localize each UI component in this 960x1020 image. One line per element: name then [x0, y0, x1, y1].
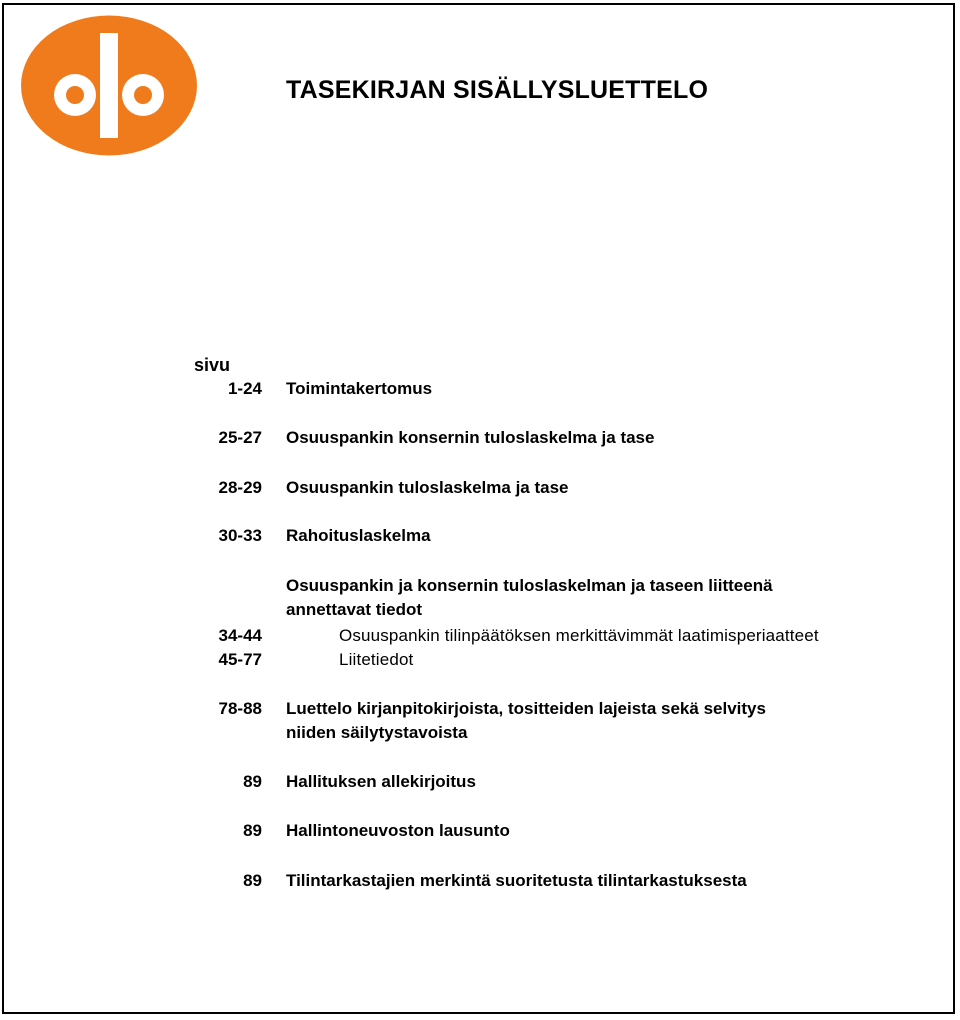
toc-entry-title: Hallituksen allekirjoitus [286, 772, 476, 791]
toc-entry-title: Luettelo kirjanpitokirjoista, tositteiden lajeista sekä selvitys [286, 699, 766, 718]
toc-page-number: 89 [243, 772, 262, 791]
toc-page-number: 1-24 [227, 379, 262, 398]
toc-entry-title: Osuuspankin konsernin tuloslaskelma ja tase [286, 428, 655, 447]
toc-page-number: 28-29 [218, 478, 262, 497]
toc-entry-title: Hallintoneuvoston lausunto [286, 821, 510, 840]
toc-page-number: 25-27 [218, 428, 262, 447]
toc-entry-title: Osuuspankin tuloslaskelma ja tase [286, 478, 569, 497]
toc-page-number: 34-44 [218, 626, 262, 645]
toc-page-number: 45-77 [218, 650, 262, 669]
op-logo-icon [20, 15, 198, 156]
toc-entry [0, 428, 960, 452]
toc-page-number: 89 [243, 871, 262, 890]
toc-section-heading [0, 600, 960, 624]
toc-entry-title: niiden säilytystavoista [286, 723, 468, 742]
toc-entry [0, 821, 960, 845]
toc-entry [0, 772, 960, 796]
page-title: TASEKIRJAN SISÄLLYSLUETTELO [286, 76, 709, 104]
toc-entry-title: Tilintarkastajien merkintä suoritetusta tilintarkastuksesta [286, 871, 747, 890]
toc-entry [0, 699, 960, 723]
toc-entry [0, 478, 960, 502]
page-column-label: sivu [194, 355, 231, 375]
toc-subentry-title: Osuuspankin tilinpäätöksen merkittävimmät laatimisperiaatteet [339, 626, 819, 645]
toc-subentry-title: Liitetiedot [339, 650, 414, 669]
toc-page-number: 89 [243, 821, 262, 840]
toc-entry [0, 526, 960, 550]
toc-subentry [0, 626, 960, 650]
toc-page-number: 78-88 [218, 699, 262, 718]
toc-page-number: 30-33 [218, 526, 262, 545]
toc-entry [0, 379, 960, 403]
toc-entry-title: Rahoituslaskelma [286, 526, 431, 545]
toc-section-title: Osuuspankin ja konsernin tuloslaskelman ja taseen liitteenä [286, 576, 773, 595]
toc-section-title: annettavat tiedot [286, 600, 423, 619]
toc-section-heading [0, 576, 960, 600]
toc-entry-continuation [0, 723, 960, 747]
toc-entry [0, 871, 960, 895]
toc-subentry [0, 650, 960, 674]
toc-entry-title: Toimintakertomus [286, 379, 433, 398]
